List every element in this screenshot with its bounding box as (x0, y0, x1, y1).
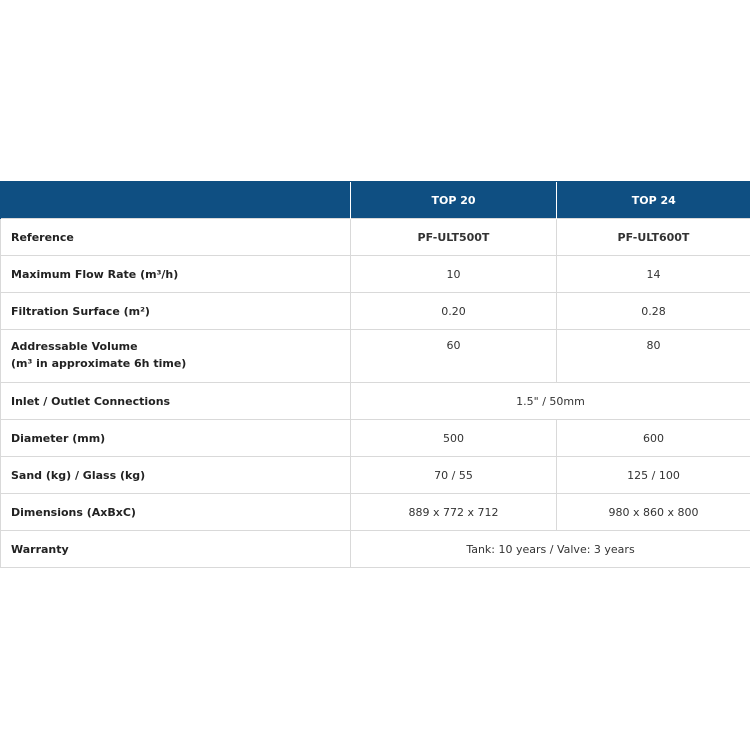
table-row-max-flow-rate (1, 256, 750, 293)
row-label: Warranty (1, 531, 351, 568)
cell-value: PF-ULT600T (557, 219, 750, 256)
row-label: Reference (1, 219, 351, 256)
cell-value: 0.20 (351, 293, 557, 330)
header-top-20: TOP 20 (351, 182, 557, 219)
table-row-addressable-volume (1, 330, 750, 383)
row-label: Maximum Flow Rate (m³/h) (1, 256, 351, 293)
header-row (1, 182, 750, 219)
cell-value: 500 (351, 420, 557, 457)
table-row-reference (1, 219, 750, 256)
cell-value: 60 (351, 330, 557, 383)
row-label: Dimensions (AxBxC) (1, 494, 351, 531)
cell-value: 14 (557, 256, 750, 293)
cell-value-merged: Tank: 10 years / Valve: 3 years (351, 531, 750, 568)
header-empty (1, 182, 351, 219)
cell-value: 980 x 860 x 800 (557, 494, 750, 531)
row-label: Inlet / Outlet Connections (1, 383, 351, 420)
spec-table (0, 181, 750, 568)
row-label: Diameter (mm) (1, 420, 351, 457)
cell-value: 70 / 55 (351, 457, 557, 494)
cell-value: 889 x 772 x 712 (351, 494, 557, 531)
table-row-diameter (1, 420, 750, 457)
table-row-sand-glass (1, 457, 750, 494)
table-row-filtration-surface (1, 293, 750, 330)
table-row-inlet-outlet (1, 383, 750, 420)
header-top-24: TOP 24 (557, 182, 750, 219)
cell-value: 80 (557, 330, 750, 383)
cell-value-merged: 1.5" / 50mm (351, 383, 750, 420)
row-label-sub: (m³ in approximate 6h time) (11, 357, 187, 370)
table-row-warranty (1, 531, 750, 568)
row-label (1, 330, 351, 383)
cell-value: 600 (557, 420, 750, 457)
cell-value: 0.28 (557, 293, 750, 330)
cell-value: PF-ULT500T (351, 219, 557, 256)
cell-value: 125 / 100 (557, 457, 750, 494)
row-label-main: Addressable Volume (11, 340, 138, 353)
row-label: Sand (kg) / Glass (kg) (1, 457, 351, 494)
table-row-dimensions (1, 494, 750, 531)
row-label: Filtration Surface (m²) (1, 293, 351, 330)
cell-value: 10 (351, 256, 557, 293)
